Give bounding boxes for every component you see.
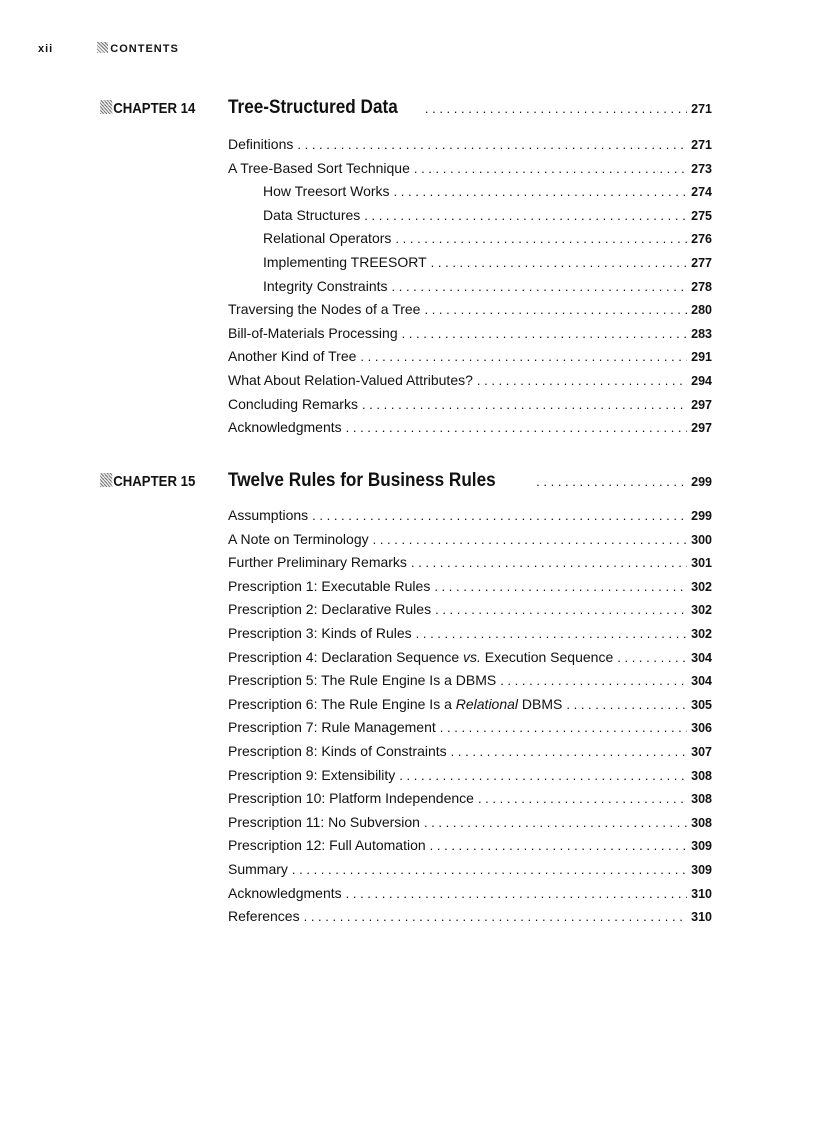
dot-leader xyxy=(536,474,687,489)
toc-entry-page: 310 xyxy=(691,910,712,925)
toc-entry-page: 283 xyxy=(691,326,712,341)
toc-entry[interactable] xyxy=(228,601,712,625)
toc-entry[interactable] xyxy=(228,719,712,743)
toc-entry-page: 308 xyxy=(691,768,712,783)
chapter-title-row[interactable] xyxy=(228,96,712,119)
toc-entry-page: 308 xyxy=(691,815,712,830)
toc-entry-title: Prescription 9: Extensibility xyxy=(228,766,396,783)
toc-entry-title: References xyxy=(228,908,300,925)
hatch-marker-icon xyxy=(100,473,112,487)
dot-leader xyxy=(346,420,688,435)
toc-entry[interactable] xyxy=(228,672,712,696)
dot-leader xyxy=(477,373,687,388)
toc-entry-page: 277 xyxy=(691,255,712,270)
toc-entry[interactable] xyxy=(228,183,712,207)
dot-leader xyxy=(411,555,687,570)
running-header xyxy=(38,42,179,55)
toc-entry[interactable] xyxy=(228,160,712,184)
toc-entry-title: Acknowledgments xyxy=(228,884,342,901)
toc-entry-title: Prescription 5: The Rule Engine Is a DBMS xyxy=(228,672,497,689)
toc-entry[interactable] xyxy=(228,278,712,302)
toc-entry[interactable] xyxy=(228,837,712,861)
toc-entry-title: Another Kind of Tree xyxy=(228,348,357,365)
toc-entry-page: 301 xyxy=(691,556,712,571)
toc-entry-page: 304 xyxy=(691,674,712,689)
dot-leader xyxy=(440,720,687,735)
toc-entry-title: Integrity Constraints xyxy=(263,277,388,294)
page-folio: xii xyxy=(38,43,54,55)
toc-entry-page: 306 xyxy=(691,721,712,736)
toc-entry-page: 307 xyxy=(691,744,712,759)
toc-entry-page: 300 xyxy=(691,532,712,547)
toc-entry-title: Relational Operators xyxy=(263,230,392,247)
toc-entry-title: Prescription 10: Platform Independence xyxy=(228,790,474,807)
dot-leader xyxy=(392,279,688,294)
hatch-marker-icon xyxy=(97,42,108,53)
dot-leader xyxy=(362,397,687,412)
chapter-label: CHAPTER 14 xyxy=(100,100,195,117)
toc-entry[interactable] xyxy=(228,372,712,396)
toc-entry-title: Prescription 7: Rule Management xyxy=(228,719,436,736)
dot-leader xyxy=(424,302,687,317)
toc-entry-title: Implementing TREESORT xyxy=(263,253,427,270)
toc-entry-title: Prescription 11: No Subversion xyxy=(228,813,420,830)
dot-leader xyxy=(297,137,687,152)
toc-entry[interactable] xyxy=(228,531,712,555)
toc-entry[interactable] xyxy=(228,396,712,420)
toc-entry-page: 291 xyxy=(691,350,712,365)
toc-entry[interactable] xyxy=(228,507,712,531)
toc-entry[interactable] xyxy=(228,767,712,791)
toc-entry[interactable] xyxy=(228,348,712,372)
dot-leader xyxy=(416,626,688,641)
toc-entry-page: 305 xyxy=(691,697,712,712)
toc-entry-page: 302 xyxy=(691,626,712,641)
toc-entry-page: 276 xyxy=(691,232,712,247)
dot-leader xyxy=(424,815,687,830)
toc-entry-title: What About Relation-Valued Attributes? xyxy=(228,371,473,388)
toc-entry-title: Definitions xyxy=(228,136,294,152)
toc-entry-title: Prescription 4: Declaration Sequence vs. Execution Sequence xyxy=(228,648,614,665)
dot-leader xyxy=(373,532,688,547)
dot-leader xyxy=(394,184,688,199)
toc-entry-page: 273 xyxy=(691,161,712,176)
toc-entry[interactable] xyxy=(228,861,712,885)
toc-entry[interactable] xyxy=(228,136,712,160)
toc-entry-title: A Tree-Based Sort Technique xyxy=(228,159,410,176)
chapter-page: 299 xyxy=(691,475,712,489)
dot-leader xyxy=(414,161,687,176)
toc-entry[interactable] xyxy=(228,790,712,814)
toc-entry[interactable] xyxy=(228,230,712,254)
dot-leader xyxy=(617,650,687,665)
toc-entry-title: Prescription 2: Declarative Rules xyxy=(228,601,432,618)
toc-entry[interactable] xyxy=(228,325,712,349)
toc-entry-page: 302 xyxy=(691,579,712,594)
toc-entry[interactable] xyxy=(228,554,712,578)
toc-entry[interactable] xyxy=(228,814,712,838)
toc-entry[interactable] xyxy=(228,696,712,720)
toc-entry[interactable] xyxy=(228,578,712,602)
toc-entry-page: 302 xyxy=(691,603,712,618)
toc-entry[interactable] xyxy=(228,207,712,231)
toc-entry-title: Prescription 8: Kinds of Constraints xyxy=(228,742,447,759)
toc-entry-page: 280 xyxy=(691,303,712,318)
toc-entry[interactable] xyxy=(228,743,712,767)
dot-leader xyxy=(566,697,687,712)
toc-entry-page: 304 xyxy=(691,650,712,665)
toc-entry-page: 274 xyxy=(691,185,712,200)
toc-entry-page: 310 xyxy=(691,886,712,901)
dot-leader xyxy=(431,255,687,270)
chapter-label: CHAPTER 15 xyxy=(100,473,195,490)
dot-leader xyxy=(346,886,688,901)
dot-leader xyxy=(395,231,687,246)
toc-entry-title: Bill-of-Materials Processing xyxy=(228,324,398,341)
toc-entry[interactable] xyxy=(228,908,712,932)
toc-entry-title: Data Structures xyxy=(263,206,361,223)
toc-entry-title: Traversing the Nodes of a Tree xyxy=(228,301,421,318)
dot-leader xyxy=(435,602,687,617)
chapter-title: Tree-Structured Data xyxy=(228,96,398,118)
toc-entry-page: 297 xyxy=(691,421,712,436)
dot-leader xyxy=(399,768,687,783)
toc-entry-title: Concluding Remarks xyxy=(228,395,358,412)
toc-entry[interactable] xyxy=(228,301,712,325)
toc-entry-page: 309 xyxy=(691,839,712,854)
dot-leader xyxy=(402,326,688,341)
dot-leader xyxy=(430,838,687,853)
toc-entry-title: Prescription 12: Full Automation xyxy=(228,837,426,854)
dot-leader xyxy=(478,791,687,806)
toc-entry-page: 309 xyxy=(691,862,712,877)
dot-leader xyxy=(304,909,688,924)
dot-leader xyxy=(364,208,687,223)
toc-entry[interactable] xyxy=(228,419,712,443)
dot-leader xyxy=(312,508,687,523)
toc-entry-title: Assumptions xyxy=(228,507,309,523)
toc-entries xyxy=(228,136,712,443)
chapter-page: 271 xyxy=(691,102,712,116)
toc-entry-title: Prescription 6: The Rule Engine Is a Relational DBMS xyxy=(228,695,563,712)
toc-entry-title: Prescription 1: Executable Rules xyxy=(228,577,431,594)
toc-entry-page: 294 xyxy=(691,373,712,388)
toc-entry-page: 275 xyxy=(691,208,712,223)
chapter-title-row[interactable] xyxy=(228,469,712,492)
toc-entry-title: A Note on Terminology xyxy=(228,530,369,547)
toc-entry[interactable] xyxy=(228,885,712,909)
dot-leader xyxy=(434,579,687,594)
chapter-title: Twelve Rules for Business Rules xyxy=(228,469,496,491)
toc-entry[interactable] xyxy=(228,254,712,278)
toc-entry-page: 299 xyxy=(691,509,712,523)
toc-entry-title: Further Preliminary Remarks xyxy=(228,554,407,571)
toc-entry[interactable] xyxy=(228,625,712,649)
dot-leader xyxy=(360,349,687,364)
toc-entry[interactable] xyxy=(228,649,712,673)
dot-leader xyxy=(425,101,687,116)
toc-entry-page: 271 xyxy=(691,138,712,152)
toc-entry-title: How Treesort Works xyxy=(263,183,390,200)
dot-leader xyxy=(500,673,687,688)
toc-entry-page: 308 xyxy=(691,792,712,807)
running-title: CONTENTS xyxy=(110,43,179,55)
toc-entry-title: Acknowledgments xyxy=(228,419,342,436)
dot-leader xyxy=(292,862,687,877)
toc-entry-title: Prescription 3: Kinds of Rules xyxy=(228,624,412,641)
dot-leader xyxy=(451,744,687,759)
toc-entries xyxy=(228,507,712,932)
toc-entry-page: 278 xyxy=(691,279,712,294)
hatch-marker-icon xyxy=(100,100,112,114)
toc-entry-title: Summary xyxy=(228,860,288,877)
toc-entry-page: 297 xyxy=(691,397,712,412)
